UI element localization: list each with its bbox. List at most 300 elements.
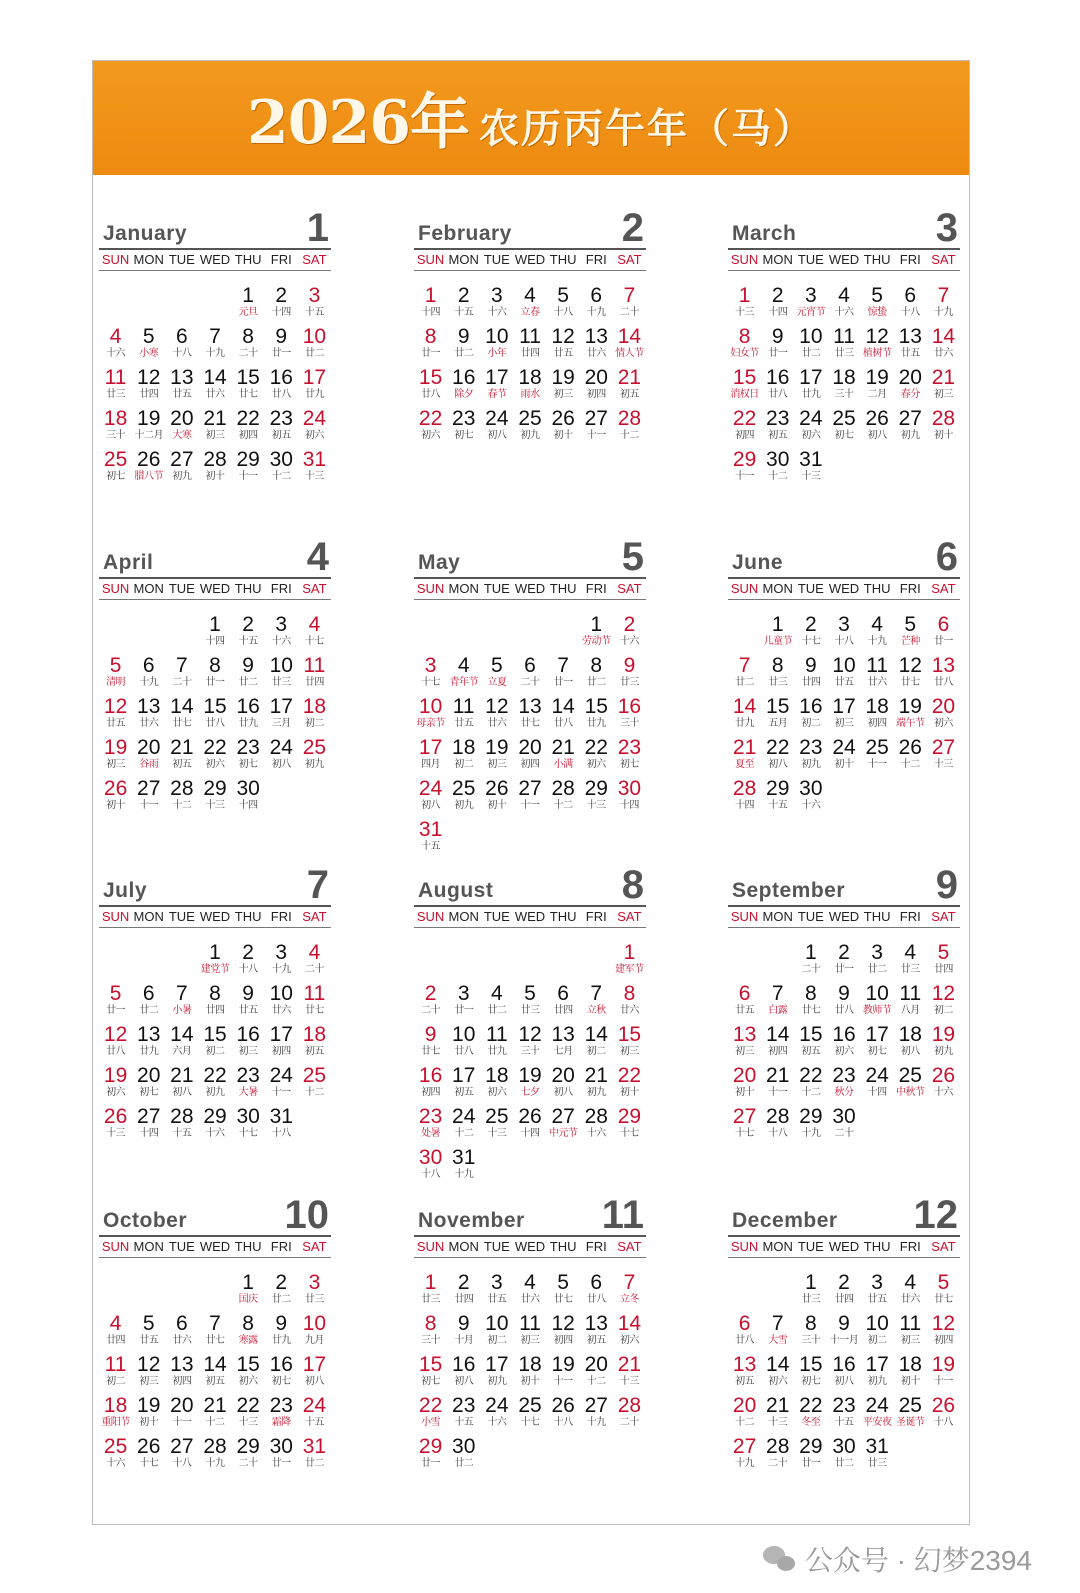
lunar-label: 妇女节 <box>730 348 759 359</box>
lunar-label: 初六 <box>933 718 953 729</box>
day-cell <box>894 737 927 773</box>
lunar-label: 廿六 <box>520 1294 540 1305</box>
weekday-row <box>414 579 646 600</box>
day-cell <box>827 614 860 650</box>
day-number: 9 <box>242 654 254 677</box>
lunar-label: 廿九 <box>304 389 324 400</box>
day-number: 31 <box>865 1435 889 1458</box>
lunar-label: 廿七 <box>520 718 540 729</box>
weekday-label: TUE <box>797 909 824 924</box>
lunar-label: 十五 <box>421 841 441 852</box>
day-cell <box>414 737 447 773</box>
day-cell <box>613 1106 646 1142</box>
day-cell <box>232 1106 265 1142</box>
month-november <box>414 1191 646 1511</box>
lunar-label: 廿四 <box>933 964 953 975</box>
weekday-label: THU <box>549 1239 577 1254</box>
day-cell <box>927 1313 960 1349</box>
weekday-row <box>414 250 646 271</box>
lunar-label: 廿六 <box>867 677 887 688</box>
lunar-label: 初三 <box>487 759 507 770</box>
month-january <box>99 204 331 524</box>
day-cell <box>728 449 761 485</box>
day-number: 3 <box>308 284 321 307</box>
lunar-label: 十二 <box>768 471 788 482</box>
lunar-label: 十九 <box>139 677 159 688</box>
day-number: 31 <box>269 1105 293 1128</box>
day-cell <box>198 1436 231 1472</box>
day-number: 6 <box>176 325 188 348</box>
day-number: 10 <box>865 1312 889 1335</box>
lunar-label: 初五 <box>619 389 639 400</box>
weekday-label: THU <box>549 581 577 596</box>
day-number: 6 <box>738 1312 751 1335</box>
day-number: 7 <box>937 284 950 307</box>
weekday-label: FRI <box>899 252 921 267</box>
lunar-label: 廿八 <box>421 389 441 400</box>
day-number: 8 <box>590 654 603 677</box>
day-cell <box>232 1024 265 1060</box>
day-number: 29 <box>418 1435 443 1458</box>
day-number: 11 <box>485 1023 508 1046</box>
weekday-label: WED <box>828 252 860 267</box>
lunar-label: 十二 <box>619 430 639 441</box>
lunar-label: 消权日 <box>730 389 759 400</box>
day-number: 29 <box>732 448 757 471</box>
day-cell <box>761 408 794 444</box>
lunar-label: 廿六 <box>172 1335 192 1346</box>
month-april <box>99 533 331 853</box>
day-cell <box>447 696 480 732</box>
day-number: 12 <box>551 325 575 348</box>
weekday-label: TUE <box>797 252 824 267</box>
day-number: 14 <box>766 1023 790 1046</box>
day-cell <box>265 1436 298 1472</box>
lunar-label: 十七 <box>238 1128 258 1139</box>
weekday-label: MON <box>448 252 479 267</box>
lunar-label: 三十 <box>801 1335 821 1346</box>
lunar-label: 十二 <box>735 1417 755 1428</box>
day-number: 14 <box>732 695 757 718</box>
day-cell <box>547 655 580 691</box>
lunar-label: 初十 <box>205 471 225 482</box>
day-number: 31 <box>799 448 823 471</box>
day-number: 2 <box>275 1271 288 1294</box>
day-number: 19 <box>865 366 889 389</box>
day-number: 25 <box>518 407 542 430</box>
day-cell <box>480 1106 513 1142</box>
day-cell <box>613 1065 646 1101</box>
day-cell <box>198 614 231 650</box>
lunar-label: 十一月 <box>829 1335 859 1346</box>
lunar-label: 廿三 <box>900 964 920 975</box>
day-cell <box>894 1024 927 1060</box>
day-cell <box>794 737 827 773</box>
day-number: 22 <box>799 1064 823 1087</box>
day-cell <box>265 983 298 1019</box>
day-number: 13 <box>584 325 608 348</box>
day-cell <box>827 1436 860 1472</box>
day-number: 5 <box>491 654 503 677</box>
lunar-label: 初七 <box>238 759 258 770</box>
lunar-label: 十八 <box>172 1458 192 1469</box>
day-grid <box>414 285 646 444</box>
day-cell <box>132 1395 165 1431</box>
day-cell <box>99 1313 132 1349</box>
day-cell <box>513 1272 546 1308</box>
day-cell <box>728 778 761 814</box>
day-number: 29 <box>617 1105 642 1128</box>
day-number: 27 <box>931 736 956 759</box>
day-cell <box>927 1395 960 1431</box>
lunar-label: 廿七 <box>304 1005 324 1016</box>
lunar-label: 初七 <box>139 1087 159 1098</box>
lunar-label: 廿八 <box>553 718 573 729</box>
empty-cell <box>728 1272 761 1308</box>
day-cell <box>99 408 132 444</box>
day-cell <box>927 696 960 732</box>
day-number: 28 <box>170 1105 194 1128</box>
day-cell <box>580 1313 613 1349</box>
day-number: 26 <box>931 1394 956 1417</box>
day-number: 5 <box>937 1271 950 1294</box>
day-number: 17 <box>269 1023 293 1046</box>
day-cell <box>298 449 331 485</box>
day-number: 28 <box>766 1435 790 1458</box>
day-number: 21 <box>766 1394 790 1417</box>
lunar-label: 十一 <box>586 430 606 441</box>
day-cell <box>447 1272 480 1308</box>
day-cell <box>198 655 231 691</box>
day-cell <box>298 983 331 1019</box>
day-cell <box>861 1024 894 1060</box>
day-number: 19 <box>137 407 161 430</box>
day-cell <box>894 983 927 1019</box>
day-number: 14 <box>203 366 227 389</box>
day-number: 31 <box>302 448 327 471</box>
lunar-label: 十九 <box>454 1169 474 1180</box>
day-cell <box>580 1272 613 1308</box>
lunar-label: 十六 <box>933 1087 953 1098</box>
day-number: 27 <box>732 1435 757 1458</box>
day-number: 5 <box>109 982 122 1005</box>
day-number: 19 <box>898 695 922 718</box>
month-number: 11 <box>601 1193 644 1237</box>
day-number: 2 <box>623 613 636 636</box>
lunar-label: 廿一 <box>933 636 953 647</box>
month-header <box>728 204 960 250</box>
lunar-label: 十八 <box>172 348 192 359</box>
day-number: 25 <box>103 1435 128 1458</box>
day-cell <box>265 655 298 691</box>
day-cell <box>894 1354 927 1390</box>
day-cell <box>165 326 198 362</box>
weekday-label: WED <box>514 909 546 924</box>
lunar-label: 十二 <box>553 800 573 811</box>
day-number: 26 <box>137 448 161 471</box>
day-number: 31 <box>452 1146 476 1169</box>
lunar-label: 初五 <box>271 430 291 441</box>
lunar-label: 初三 <box>735 1046 755 1057</box>
lunar-label: 初六 <box>586 759 606 770</box>
day-cell <box>547 1106 580 1142</box>
lunar-label: 初七 <box>454 430 474 441</box>
day-cell <box>447 1436 480 1472</box>
day-cell <box>827 696 860 732</box>
lunar-label: 廿八 <box>271 389 291 400</box>
day-cell <box>265 1395 298 1431</box>
lunar-label: 十四 <box>139 1128 159 1139</box>
lunar-label: 十四 <box>238 800 258 811</box>
day-cell <box>613 285 646 321</box>
lunar-label: 初九 <box>801 759 821 770</box>
lunar-label: 十九 <box>586 1417 606 1428</box>
day-cell <box>99 367 132 403</box>
lunar-label: 十六 <box>106 1458 126 1469</box>
day-number: 19 <box>551 1353 575 1376</box>
month-header <box>728 1191 960 1237</box>
lunar-label: 二十 <box>619 1417 639 1428</box>
lunar-label: 廿九 <box>801 389 821 400</box>
lunar-label: 廿一 <box>421 348 441 359</box>
day-number: 10 <box>269 654 293 677</box>
day-cell <box>728 285 761 321</box>
lunar-label: 十二 <box>205 1417 225 1428</box>
day-number: 25 <box>898 1064 922 1087</box>
lunar-label: 建党节 <box>200 964 230 975</box>
day-grid <box>414 1272 646 1472</box>
lunar-label: 初四 <box>933 1335 953 1346</box>
weekday-label: TUE <box>483 252 510 267</box>
lunar-label: 春节 <box>487 389 507 400</box>
lunar-label: 十八 <box>768 1128 788 1139</box>
day-cell <box>265 1065 298 1101</box>
day-number: 1 <box>424 284 437 307</box>
day-cell <box>298 942 331 978</box>
day-cell <box>580 367 613 403</box>
lunar-label: 初二 <box>867 1335 887 1346</box>
day-number: 17 <box>865 1023 889 1046</box>
day-number: 17 <box>269 695 293 718</box>
day-cell <box>580 1395 613 1431</box>
weekday-label: FRI <box>585 909 607 924</box>
day-number: 20 <box>518 736 542 759</box>
lunar-label: 廿八 <box>768 389 788 400</box>
lunar-label: 廿四 <box>834 1294 854 1305</box>
day-cell <box>232 655 265 691</box>
lunar-label: 廿七 <box>900 677 920 688</box>
empty-cell <box>728 614 761 650</box>
day-cell <box>132 1436 165 1472</box>
day-cell <box>132 1024 165 1060</box>
day-cell <box>761 1395 794 1431</box>
day-cell <box>927 285 960 321</box>
day-grid <box>728 942 960 1142</box>
day-cell <box>794 408 827 444</box>
weekday-label: FRI <box>270 1239 292 1254</box>
lunar-label: 十七 <box>619 1128 639 1139</box>
day-cell <box>794 983 827 1019</box>
day-number: 23 <box>269 1394 293 1417</box>
day-number: 2 <box>838 1271 850 1294</box>
weekday-label: MON <box>133 1239 164 1254</box>
lunar-label: 廿九 <box>139 1046 159 1057</box>
lunar-label: 二十 <box>238 348 258 359</box>
day-number: 4 <box>524 284 536 307</box>
day-number: 13 <box>732 1023 757 1046</box>
day-cell <box>414 1065 447 1101</box>
weekday-label: WED <box>514 581 546 596</box>
lunar-label: 初二 <box>205 1046 225 1057</box>
lunar-label: 十七 <box>801 636 821 647</box>
day-number: 21 <box>551 736 575 759</box>
day-number: 5 <box>109 654 122 677</box>
day-cell <box>613 655 646 691</box>
weekday-label: MON <box>762 581 793 596</box>
lunar-label: 廿五 <box>454 718 474 729</box>
weekday-label: THU <box>234 581 262 596</box>
lunar-label: 处暑 <box>421 1128 441 1139</box>
month-name: August <box>418 879 494 902</box>
day-number: 4 <box>457 654 470 677</box>
lunar-label: 廿二 <box>834 1458 854 1469</box>
day-number: 17 <box>418 736 443 759</box>
weekday-label: MON <box>762 909 793 924</box>
day-cell <box>547 737 580 773</box>
month-february <box>414 204 646 524</box>
month-name: February <box>418 222 512 245</box>
day-number: 20 <box>137 1064 161 1087</box>
day-grid <box>728 285 960 485</box>
lunar-label: 十二月 <box>134 430 163 441</box>
lunar-label: 廿二 <box>454 1458 474 1469</box>
lunar-label: 初八 <box>421 800 441 811</box>
lunar-label: 十二 <box>900 759 920 770</box>
day-cell <box>927 655 960 691</box>
day-cell <box>99 449 132 485</box>
lunar-label: 廿五 <box>238 1005 258 1016</box>
month-number: 2 <box>621 206 644 250</box>
day-cell <box>480 1024 513 1060</box>
lunar-label: 廿九 <box>271 1335 291 1346</box>
day-number: 22 <box>236 407 260 430</box>
day-number: 1 <box>424 1271 437 1294</box>
day-number: 20 <box>170 1394 194 1417</box>
lunar-label: 廿二 <box>304 348 324 359</box>
lunar-label: 初四 <box>172 1376 192 1387</box>
lunar-label: 廿二 <box>304 1458 324 1469</box>
day-cell <box>580 326 613 362</box>
day-number: 27 <box>584 1394 608 1417</box>
lunar-label: 廿五 <box>553 348 573 359</box>
day-number: 15 <box>584 695 608 718</box>
day-number: 23 <box>236 1064 260 1087</box>
day-grid <box>99 614 331 814</box>
lunar-label: 元宵节 <box>796 307 826 318</box>
day-cell <box>827 655 860 691</box>
day-number: 11 <box>104 366 127 389</box>
day-cell <box>761 1024 794 1060</box>
day-number: 30 <box>269 448 293 471</box>
day-cell <box>480 1272 513 1308</box>
day-number: 13 <box>518 695 542 718</box>
lunar-label: 十一 <box>271 1087 291 1098</box>
day-cell <box>265 1024 298 1060</box>
weekday-label: FRI <box>899 1239 921 1254</box>
day-number: 6 <box>176 1312 188 1335</box>
day-cell <box>728 367 761 403</box>
day-cell <box>265 614 298 650</box>
lunar-label: 初六 <box>421 430 441 441</box>
lunar-label: 十六 <box>205 1128 225 1139</box>
day-cell <box>265 449 298 485</box>
weekday-label: THU <box>549 909 577 924</box>
lunar-label: 廿三 <box>271 677 291 688</box>
day-number: 23 <box>452 407 476 430</box>
day-cell <box>613 408 646 444</box>
lunar-label: 初十 <box>520 1376 540 1387</box>
day-number: 22 <box>203 736 227 759</box>
lunar-label: 廿四 <box>454 1294 474 1305</box>
day-cell <box>861 1395 894 1431</box>
day-number: 16 <box>832 1023 856 1046</box>
day-number: 15 <box>418 1353 443 1376</box>
weekday-row <box>99 907 331 928</box>
day-cell <box>165 449 198 485</box>
day-cell <box>861 696 894 732</box>
lunar-label: 廿七 <box>801 1005 821 1016</box>
day-number: 30 <box>236 777 260 800</box>
lunar-label: 初五 <box>768 430 788 441</box>
day-number: 25 <box>452 777 476 800</box>
day-number: 5 <box>142 1312 155 1335</box>
lunar-label: 十四 <box>520 1128 540 1139</box>
empty-cell <box>547 614 580 650</box>
day-number: 14 <box>931 325 956 348</box>
lunar-label: 冬至 <box>801 1417 821 1428</box>
title-banner <box>93 61 969 175</box>
day-cell <box>761 614 794 650</box>
month-name: September <box>732 879 846 902</box>
empty-cell <box>447 942 480 978</box>
day-cell <box>580 285 613 321</box>
day-number: 2 <box>275 284 288 307</box>
day-cell <box>827 1272 860 1308</box>
lunar-label: 小满 <box>553 759 573 770</box>
lunar-label: 大雪 <box>768 1335 788 1346</box>
day-number: 11 <box>303 982 326 1005</box>
day-number: 18 <box>832 366 856 389</box>
month-may <box>414 533 646 853</box>
day-cell <box>165 737 198 773</box>
day-cell <box>414 819 447 855</box>
day-cell <box>761 367 794 403</box>
day-cell <box>414 326 447 362</box>
weekday-label: WED <box>199 581 231 596</box>
day-cell <box>232 1436 265 1472</box>
lunar-label: 初三 <box>553 389 573 400</box>
lunar-label: 廿九 <box>735 718 755 729</box>
day-cell <box>232 449 265 485</box>
lunar-label: 初十 <box>735 1087 755 1098</box>
day-cell <box>165 1395 198 1431</box>
day-cell <box>232 983 265 1019</box>
day-cell <box>480 1354 513 1390</box>
lunar-label: 教师节 <box>862 1005 892 1016</box>
day-number: 8 <box>623 982 636 1005</box>
day-cell <box>414 1395 447 1431</box>
lunar-label: 初九 <box>304 759 324 770</box>
